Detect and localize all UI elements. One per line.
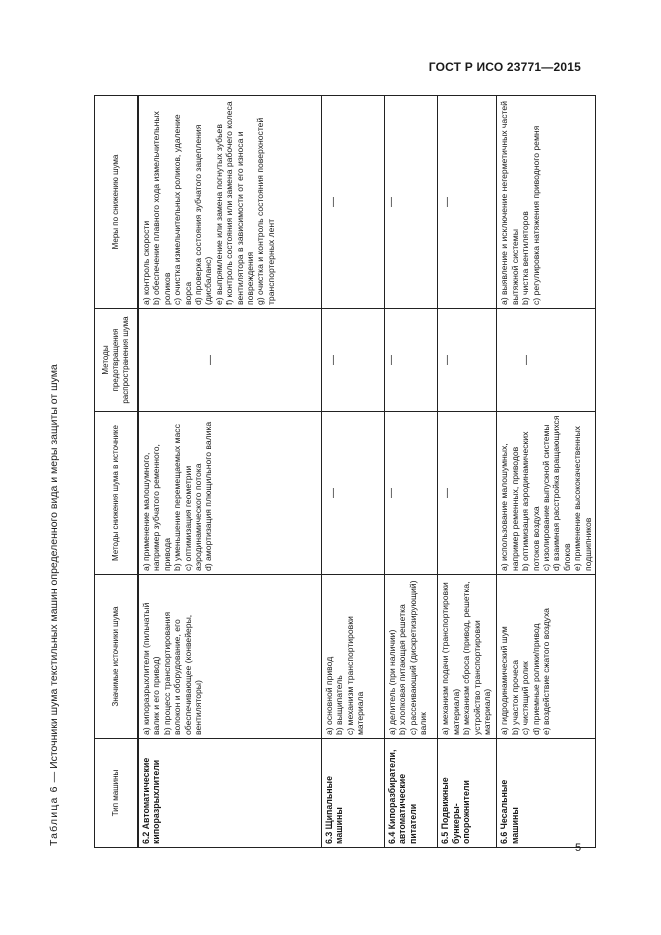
source-item: b) хлопковая питающая решетка <box>397 604 408 735</box>
propagation-value: — <box>442 355 454 365</box>
source-methods-value: — <box>442 488 454 498</box>
source-item: а) делитель (при наличии) <box>387 629 397 735</box>
header-source-methods: Методы снижения шума в источнике <box>95 412 139 575</box>
rotated-table-block <box>46 88 593 848</box>
source-item: b) механизм сброса (привод, решетка, устройство транспортировки материала) <box>461 581 493 735</box>
source-item: e) воздействие сжатого воздуха <box>541 608 552 735</box>
machine-type: 6.6 Чесальные машины <box>499 779 520 844</box>
source-methods-cell <box>322 412 385 575</box>
source-item: а) гидродинамический шум <box>499 626 510 735</box>
machine-type-cell <box>438 739 497 848</box>
source-item: c) чистящий ролик <box>520 661 531 735</box>
source-method-item: b) оптимизация аэродинамических потоков воздуха <box>520 431 541 571</box>
measure-item: а) контроль скорости <box>141 220 151 305</box>
measure-item: e) выпрямление или замена погнутых зубьев <box>213 124 224 305</box>
table-caption <box>47 96 61 846</box>
table-caption-text: — Источники шума текстильных машин определенного вида и меры защиты от шума <box>48 364 60 786</box>
table-row <box>497 96 596 848</box>
source-methods-cell <box>438 412 497 575</box>
source-item: b) участок прочеса <box>509 659 520 735</box>
source-item: c) рассеивающий (дискретизирующий) валик <box>407 580 429 735</box>
measure-item: c) регулировка натяжения приводного ремня <box>530 125 541 305</box>
source-method-item: e) применение высококачественных подшипников <box>572 426 593 571</box>
measure-item: b) чистка вентиляторов <box>520 211 531 305</box>
propagation-cell <box>438 309 497 412</box>
propagation-cell <box>497 309 596 412</box>
machine-type-cell <box>322 739 385 848</box>
measures-cell <box>385 96 438 309</box>
source-item: а) механизм подачи (транспортировки материала) <box>440 582 461 735</box>
source-methods-value: — <box>386 488 397 498</box>
measures-cell <box>322 96 385 309</box>
machine-type: 6.4 Кипоразбиратели, автоматические питатели <box>387 749 418 844</box>
propagation-cell <box>385 309 438 412</box>
measures-cell <box>497 96 596 309</box>
propagation-value: — <box>204 355 216 365</box>
machine-type-cell <box>497 739 596 848</box>
header-measures: Меры по снижению шума <box>95 96 139 309</box>
source-method-item: c) изолирование выпускной системы <box>541 424 552 571</box>
measures-cell <box>138 96 322 309</box>
measure-item: а) выявление и исключение негерметичных частей вытяжной системы <box>499 101 520 305</box>
machine-type: 6.3 Щипальные машины <box>324 776 345 844</box>
source-method-item: c) оптимизация геометрии аэродинамического потока <box>182 463 204 571</box>
sources-cell <box>497 575 596 739</box>
machine-type-cell <box>138 739 322 848</box>
table-caption-label: Таблица 6 <box>48 785 60 846</box>
source-method-item: b) уменьшение перемещаемых масс <box>172 424 183 571</box>
source-method-item: d) амортизация плющильного валика <box>203 421 214 571</box>
sources-cell <box>322 575 385 739</box>
propagation-cell <box>138 309 322 412</box>
source-item: а) основной привод <box>324 656 334 735</box>
source-methods-cell <box>138 412 322 575</box>
sources-cell <box>385 575 438 739</box>
source-methods-cell <box>385 412 438 575</box>
table-header-row <box>95 96 139 848</box>
source-method-item: d) взаимная расстройка вращающихся блоков <box>551 415 572 571</box>
header-machine-type: Тип машины <box>95 739 139 848</box>
measures-value: — <box>442 197 454 207</box>
machine-type: 6.5 Подвижные бункеры-опорожнители <box>440 777 472 844</box>
source-item: c) механизм транспортировки материала <box>344 616 366 735</box>
measure-item: g) очистка и контроль состояния поверхностей транспортерных лент <box>255 117 276 305</box>
source-item: d) приемные ролики/привод <box>530 623 541 735</box>
source-method-item: а) применение малошумного, например зубчатого ременного, привода <box>141 444 172 571</box>
sources-cell <box>138 575 322 739</box>
sources-cell <box>438 575 497 739</box>
document-header: ГОСТ Р ИСО 23771—2015 <box>428 60 581 74</box>
noise-sources-table <box>94 95 596 848</box>
table-row <box>322 96 385 848</box>
source-item: b) выщипатель <box>334 675 345 735</box>
page-number: 5 <box>575 842 582 854</box>
table-row <box>385 96 438 848</box>
propagation-value: — <box>521 355 533 365</box>
propagation-value: — <box>386 355 397 365</box>
header-propagation-methods: Методы предотвращения распространения шума <box>95 309 139 412</box>
source-item: а) кипоразрыхлители (пильчатый валик и его привод) <box>141 602 162 735</box>
measures-value: — <box>386 197 397 207</box>
machine-type-cell <box>385 739 438 848</box>
table-row <box>438 96 497 848</box>
source-methods-cell <box>497 412 596 575</box>
source-method-item: а) использование малошумных, например ременных, приводов <box>499 443 520 571</box>
propagation-cell <box>322 309 385 412</box>
measures-cell <box>438 96 497 309</box>
measure-item: d) проверка состояния зубчатого зацепления (дисбаланс) <box>193 124 214 305</box>
propagation-value: — <box>327 355 339 365</box>
table-row <box>138 96 322 848</box>
source-item: b) процесс транспортирования волокон и оборудование, его обеспечивающее (конвейеры, вентиляторы) <box>161 611 204 735</box>
header-noise-sources: Значимые источники шума <box>95 575 139 739</box>
measure-item: b) обеспечение плавного хода измельчительных роликов <box>151 111 172 305</box>
measure-item: f) контроль состояния или замена рабочего колеса вентилятора в зависимости от его износа и повреждения <box>224 101 256 305</box>
measures-value: — <box>327 197 339 207</box>
machine-type: 6.2 Автоматические кипоразрыхлители <box>141 757 162 844</box>
source-methods-value: — <box>327 488 339 498</box>
measure-item: c) очистка измельчительных роликов, удаление ворса <box>172 114 193 305</box>
